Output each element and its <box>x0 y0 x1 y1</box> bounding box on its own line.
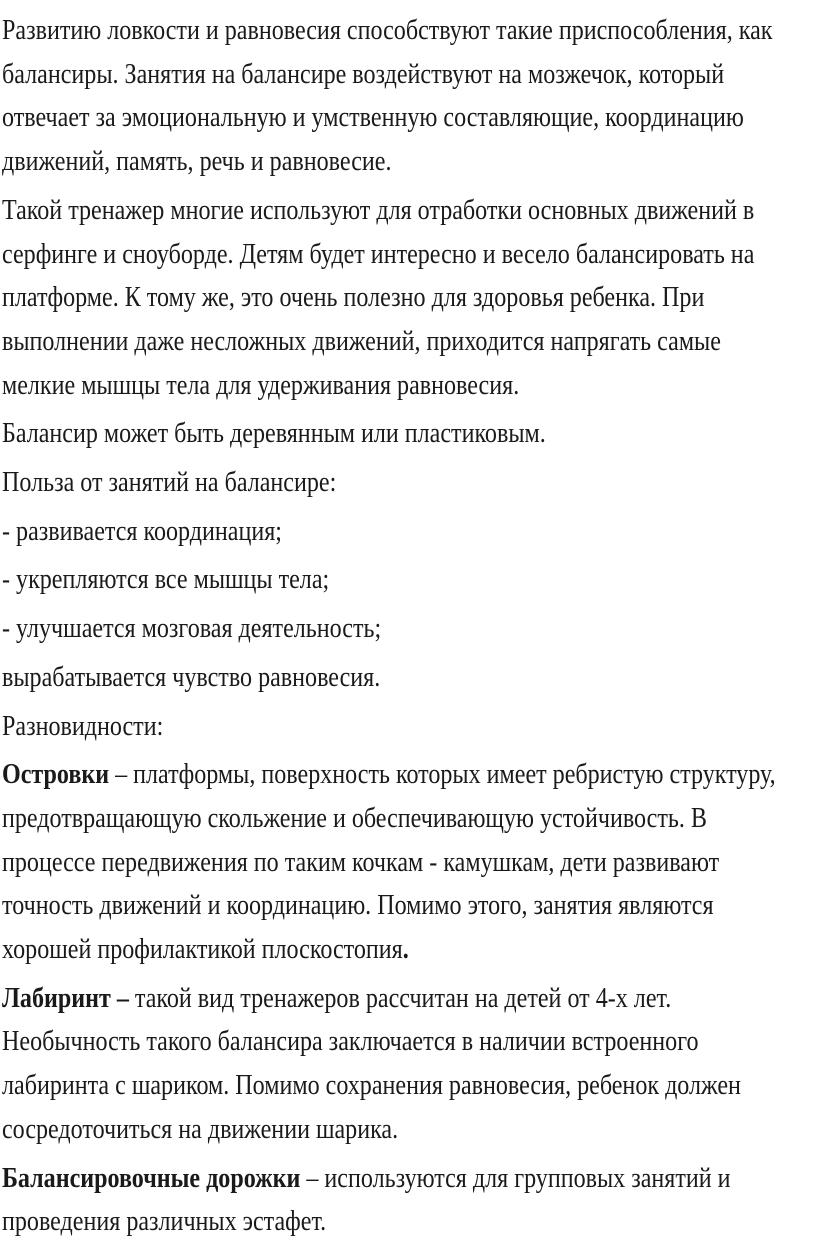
heading-benefits <box>2 461 816 505</box>
bold-term-balance-tracks: Балансировочные дорожки <box>2 1161 301 1194</box>
paragraph-intro <box>2 9 816 184</box>
text-line: - укрепляются все мышцы тела; <box>2 563 330 596</box>
text-segment: хорошей профилактикой плоскостопия <box>2 933 403 966</box>
text-line: Развитию ловкости и равновесия способствуют такие приспособления, как <box>2 14 773 46</box>
paragraph-training-uses <box>2 189 816 408</box>
benefit-item-coordination <box>2 510 816 554</box>
paragraph-variety-labyrinth <box>2 977 816 1152</box>
benefit-item-muscles <box>2 558 816 602</box>
text-segment: – платформы, поверхность которых имеет ребристую структуру, <box>109 758 776 791</box>
text-line: платформе. К тому же, это очень полезно для здоровья ребенка. При <box>2 281 705 314</box>
text-line: точность движений и координацию. Помимо этого, занятия являются <box>2 889 714 922</box>
text-line: процессе передвижения по таким кочкам - камушкам, дети развивают <box>2 845 720 878</box>
text-segment: такой вид тренажеров рассчитан на детей от 4-х лет. <box>128 981 672 1014</box>
bold-term-islands: Островки <box>2 758 110 791</box>
text-line <box>2 1157 731 1201</box>
text-line: выполнении даже несложных движений, приходится напрягать самые <box>2 324 721 357</box>
text-line: Польза от занятий на балансире: <box>2 466 337 499</box>
text-line: отвечает за эмоциональную и умственную составляющие, координацию <box>2 101 744 134</box>
text-line <box>2 753 776 797</box>
text-line: - улучшается мозговая деятельность; <box>2 612 382 645</box>
paragraph-material <box>2 412 816 456</box>
paragraph-variety-islands <box>2 753 816 972</box>
text-line: серфинге и сноуборде. Детям будет интересно и весело балансировать на <box>2 237 755 270</box>
text-line: вырабатывается чувство равновесия. <box>2 660 381 693</box>
text-line <box>2 977 678 1021</box>
text-line <box>2 928 678 972</box>
benefit-item-brain <box>2 607 816 651</box>
heading-varieties <box>2 705 816 749</box>
text-line: - развивается координация; <box>2 514 282 547</box>
text-line: Необычность такого балансира заключается в наличии встроенного <box>2 1025 699 1058</box>
text-line: предотвращающую скольжение и обеспечивающую устойчивость. В <box>2 801 707 834</box>
text-line: движений, память, речь и равновесие. <box>2 145 392 178</box>
bold-term-labyrinth: Лабиринт – <box>2 981 129 1014</box>
paragraph-variety-balance-tracks <box>2 1157 816 1242</box>
benefit-item-balance-sense <box>2 656 816 700</box>
bold-period: . <box>402 933 409 966</box>
text-line: сосредоточиться на движении шарика. <box>2 1112 399 1145</box>
text-line: Разновидности: <box>2 709 164 742</box>
text-line: мелкие мышцы тела для удерживания равновесия. <box>2 368 520 401</box>
text-line: Балансир может быть деревянным или пластиковым. <box>2 417 546 450</box>
text-line: балансиры. Занятия на балансире воздействуют на мозжечок, который <box>2 57 725 90</box>
text-line: лабиринта с шариком. Помимо сохранения равновесия, ребенок должен <box>2 1069 741 1102</box>
text-line: Такой тренажер многие используют для отработки основных движений в <box>2 193 755 226</box>
text-segment: – используются для групповых занятий и <box>300 1161 731 1194</box>
text-line: проведения различных эстафет. <box>2 1205 327 1238</box>
